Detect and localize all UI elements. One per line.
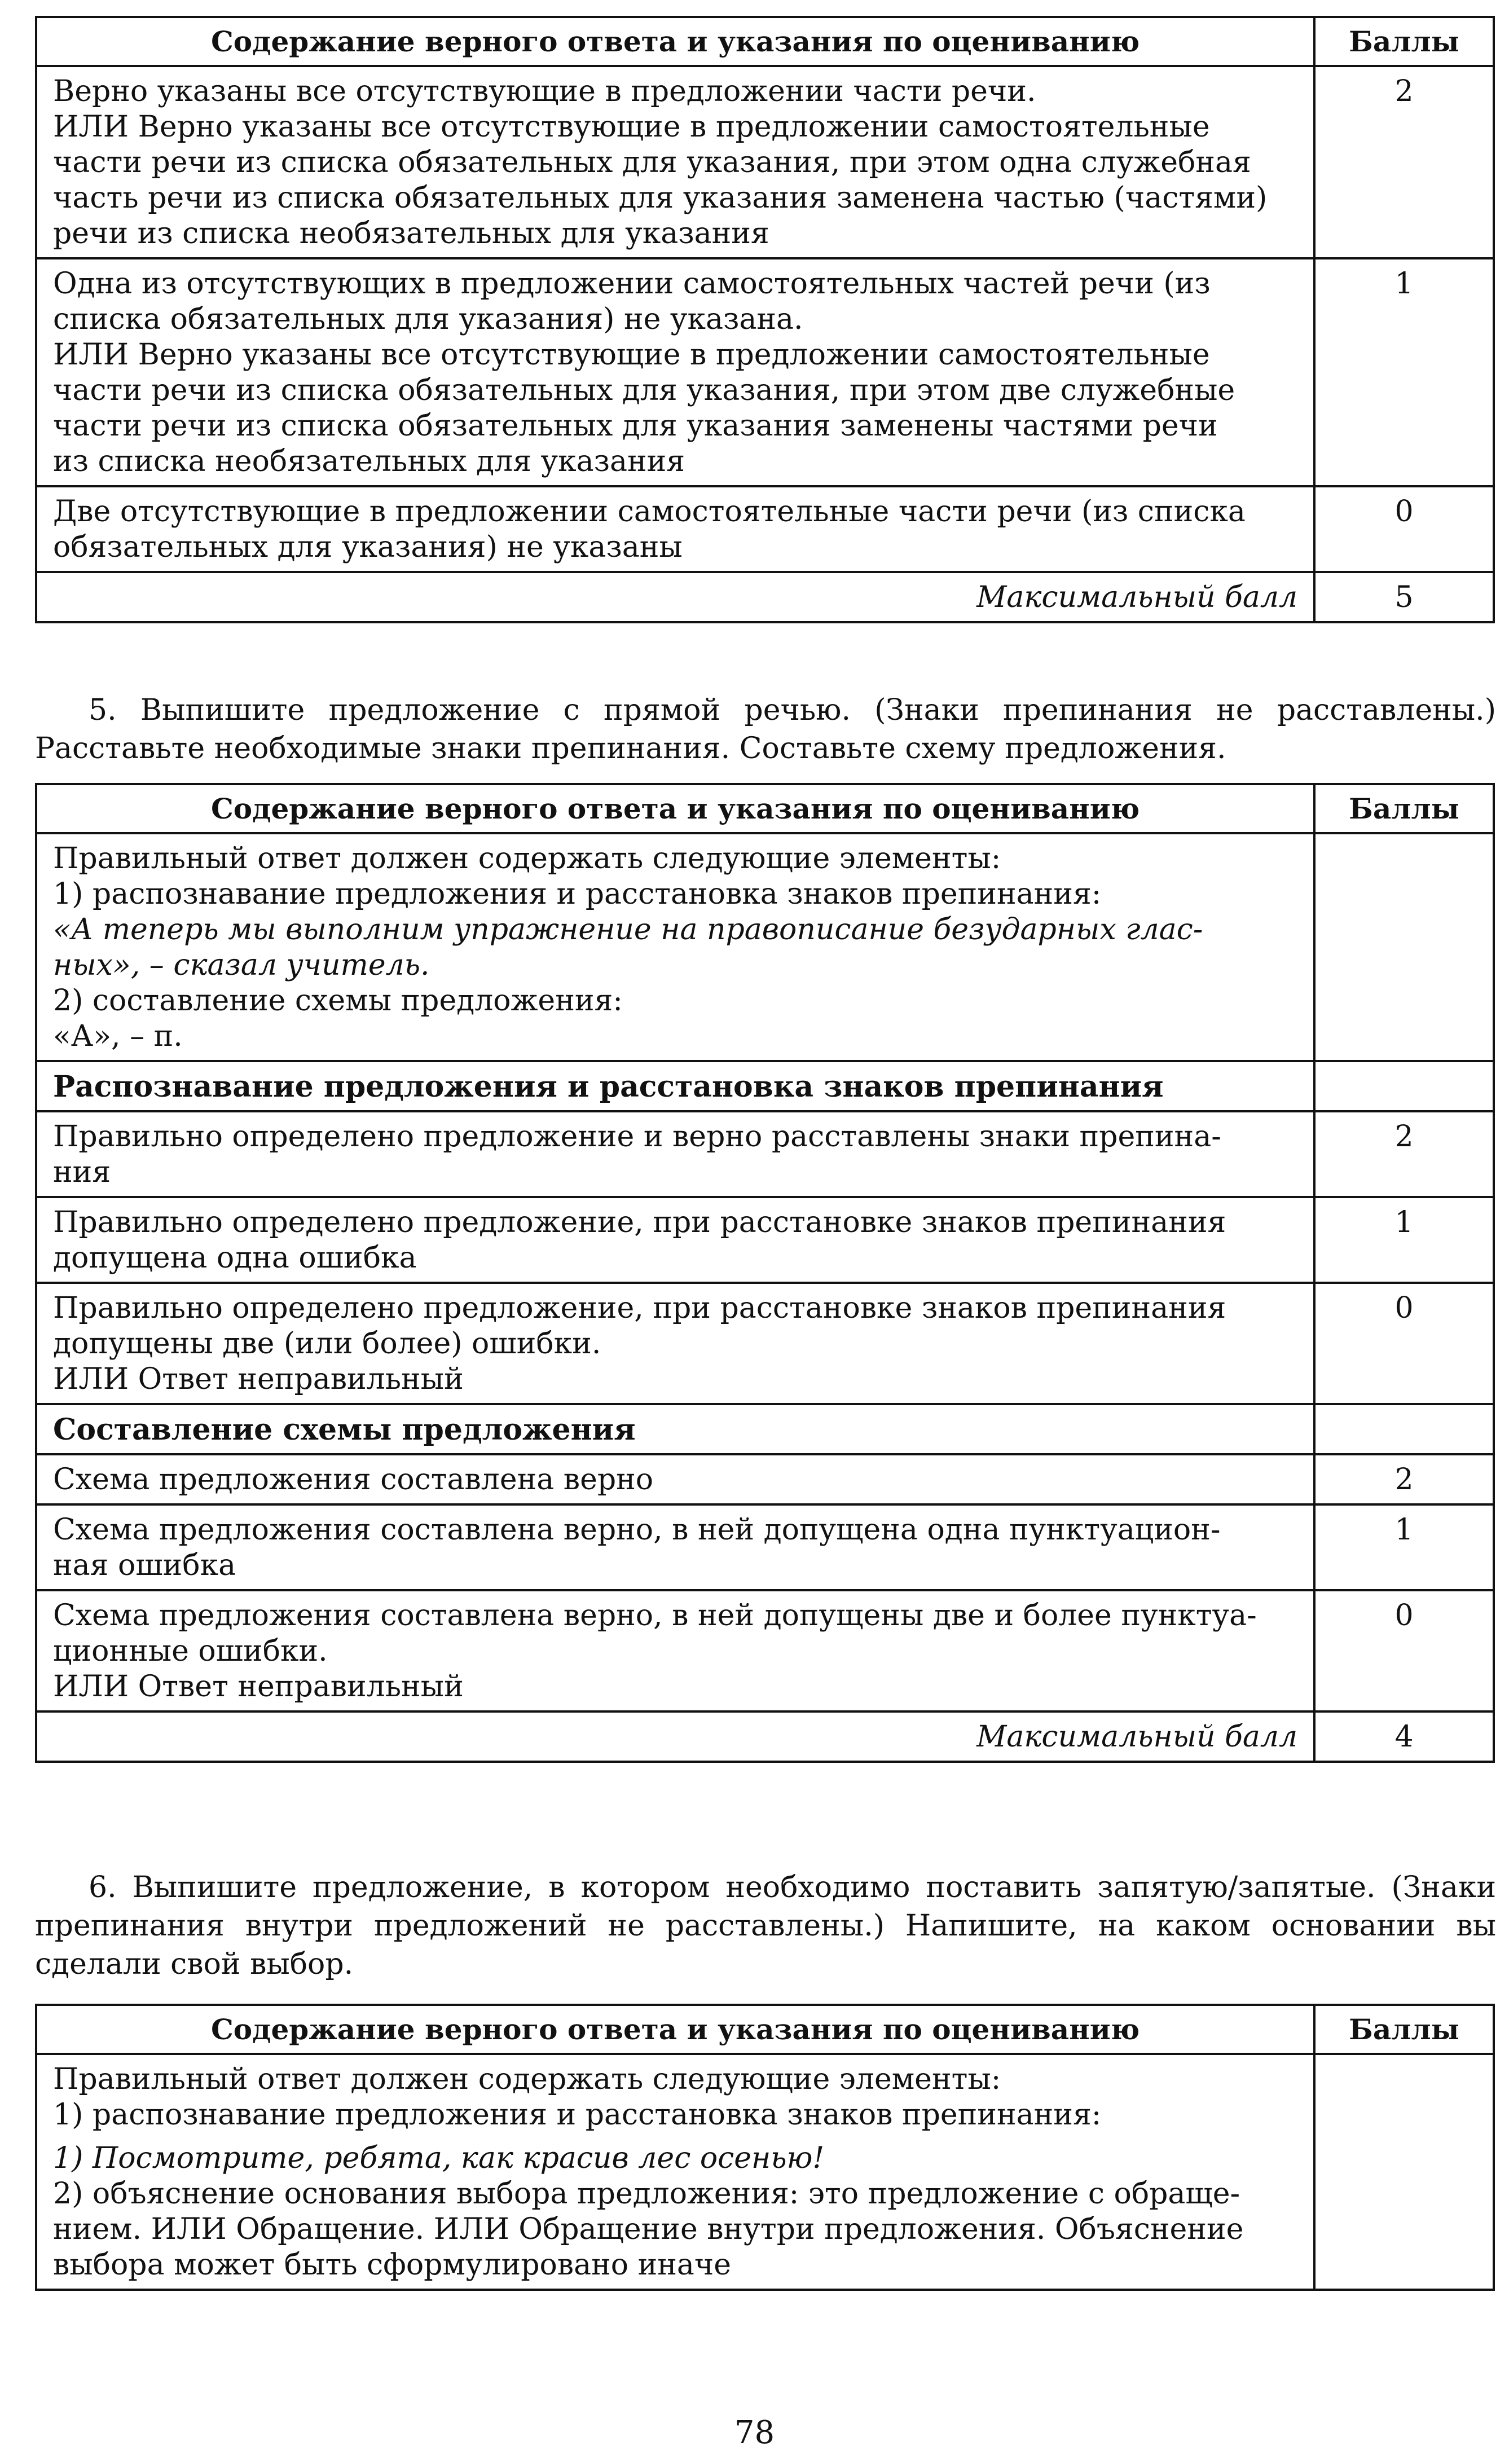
criterion-text <box>36 1504 1314 1590</box>
criterion-text <box>36 66 1314 258</box>
header-score: Баллы <box>1314 17 1494 66</box>
score-value: 0 <box>1314 1283 1494 1404</box>
text-line: из списка необязательных для указания <box>53 445 685 478</box>
text-line: ния <box>53 1155 111 1189</box>
max-score-row <box>36 1711 1494 1762</box>
table-row <box>36 1111 1494 1197</box>
text-line: Верно указаны все отсутствующие в предложении части речи. <box>53 74 1036 108</box>
text-line: Правильный ответ должен содержать следующие элементы: <box>53 842 1001 875</box>
header-content: Содержание верного ответа и указания по оцениванию <box>36 784 1314 833</box>
max-score-value: 4 <box>1314 1711 1494 1762</box>
table-row <box>36 1590 1494 1711</box>
table-row <box>36 1197 1494 1283</box>
criterion-text <box>36 486 1314 572</box>
header-content: Содержание верного ответа и указания по оцениванию <box>36 17 1314 66</box>
text-line: Схема предложения составлена верно, в ней допущена одна пунктуацион- <box>53 1513 1221 1547</box>
table-header-row <box>36 784 1494 833</box>
answer-sentence-line: ных», – сказал учитель. <box>53 948 430 982</box>
header-content: Содержание верного ответа и указания по оцениванию <box>36 2005 1314 2054</box>
text-line: ная ошибка <box>53 1548 236 1582</box>
text-line: речи из списка необязательных для указания <box>53 217 769 250</box>
text-line: ИЛИ Верно указаны все отсутствующие в предложении самостоятельные <box>53 338 1210 372</box>
answer-text <box>36 833 1314 1061</box>
table-row <box>36 1504 1494 1590</box>
text-line: части речи из списка обязательных для указания заменены частями речи <box>53 409 1218 443</box>
score-empty <box>1314 833 1494 1061</box>
answer-sentence-line: 1) Посмотрите, ребята, как красив лес осенью! <box>53 2141 825 2175</box>
answer-row <box>36 2054 1494 2290</box>
criterion-text <box>36 1197 1314 1283</box>
page-number: 78 <box>734 2414 775 2451</box>
criterion-text <box>36 1590 1314 1711</box>
text-line: часть речи из списка обязательных для указания заменена частью (частями) <box>53 181 1268 215</box>
text-line: Правильный ответ должен содержать следующие элементы: <box>53 2062 1001 2096</box>
text-line: списка обязательных для указания) не указана. <box>53 302 803 336</box>
answer-sentence-line: «А теперь мы выполним упражнение на правописание безударных глас- <box>53 913 1203 947</box>
score-empty <box>1314 2054 1494 2290</box>
text-line: ционные ошибки. <box>53 1634 328 1668</box>
table-row <box>36 486 1494 572</box>
text-line: нием. ИЛИ Обращение. ИЛИ Обращение внутри предложения. Объяснение <box>53 2212 1244 2246</box>
text-line: ИЛИ Ответ неправильный <box>53 1362 464 1396</box>
text-line: Одна из отсутствующих в предложении самостоятельных частей речи (из <box>53 267 1211 301</box>
header-score: Баллы <box>1314 2005 1494 2054</box>
text-line: Схема предложения составлена верно <box>53 1463 654 1497</box>
answer-row <box>36 833 1494 1061</box>
text-line: Две отсутствующие в предложении самостоятельные части речи (из списка <box>53 495 1246 529</box>
text-line: обязательных для указания) не указаны <box>53 530 683 564</box>
grading-table-task-5 <box>35 783 1495 1763</box>
text-line: Правильно определено предложение, при расстановке знаков препинания <box>53 1205 1226 1239</box>
text-line: 1) распознавание предложения и расстановка знаков препинания: <box>53 877 1102 911</box>
section-heading: Распознавание предложения и расстановка знаков препинания <box>36 1061 1314 1111</box>
text-line: 2) объяснение основания выбора предложения: это предложение с обраще- <box>53 2177 1240 2211</box>
score-value: 0 <box>1314 1590 1494 1711</box>
text-line: части речи из списка обязательных для указания, при этом одна служебная <box>53 146 1251 179</box>
text-line: ИЛИ Ответ неправильный <box>53 1670 464 1704</box>
score-value: 2 <box>1314 1111 1494 1197</box>
section-heading-row <box>36 1061 1494 1111</box>
header-score: Баллы <box>1314 784 1494 833</box>
criterion-text <box>36 1454 1314 1504</box>
max-score-label: Максимальный балл <box>36 1711 1314 1762</box>
table-header-row <box>36 2005 1494 2054</box>
text-line: 2) составление схемы предложения: <box>53 984 623 1018</box>
section-heading: Составление схемы предложения <box>36 1404 1314 1454</box>
criterion-text <box>36 258 1314 486</box>
answer-text <box>36 2054 1314 2290</box>
text-line: Правильно определено предложение, при расстановке знаков препинания <box>53 1291 1226 1325</box>
table-row <box>36 258 1494 486</box>
text-line: выбора может быть сформулировано иначе <box>53 2248 732 2282</box>
table-row <box>36 1454 1494 1504</box>
score-value: 0 <box>1314 486 1494 572</box>
score-empty <box>1314 1404 1494 1454</box>
text-line: 1) распознавание предложения и расстановка знаков препинания: <box>53 2098 1102 2132</box>
table-header-row <box>36 17 1494 66</box>
text-line: ИЛИ Верно указаны все отсутствующие в предложении самостоятельные <box>53 110 1210 144</box>
score-empty <box>1314 1061 1494 1111</box>
score-value: 2 <box>1314 66 1494 258</box>
question-6: 6. Выпишите предложение, в котором необходимо поставить запятую/запятые. (Знаки препинания внутри предложений не расставлены.) Напишите, на каком основании вы сделали свой выбор. <box>35 1871 1496 1981</box>
score-value: 1 <box>1314 1197 1494 1283</box>
grading-table-task-6 <box>35 2004 1495 2291</box>
score-value: 1 <box>1314 1504 1494 1590</box>
section-heading-row <box>36 1404 1494 1454</box>
text-line: допущены две (или более) ошибки. <box>53 1327 601 1361</box>
text-line: части речи из списка обязательных для указания, при этом две служебные <box>53 373 1235 407</box>
grading-table-task-4 <box>35 16 1495 623</box>
score-value: 2 <box>1314 1454 1494 1504</box>
table-row <box>36 1283 1494 1404</box>
score-value: 1 <box>1314 258 1494 486</box>
max-score-row <box>36 572 1494 622</box>
max-score-label: Максимальный балл <box>36 572 1314 622</box>
table-row <box>36 66 1494 258</box>
text-line: допущена одна ошибка <box>53 1241 417 1275</box>
text-line: Схема предложения составлена верно, в ней допущены две и более пунктуа- <box>53 1599 1257 1633</box>
criterion-text <box>36 1283 1314 1404</box>
scheme-line: «А», – п. <box>53 1019 183 1053</box>
text-line: Правильно определено предложение и верно расставлены знаки препина- <box>53 1120 1221 1154</box>
max-score-value: 5 <box>1314 572 1494 622</box>
question-5: 5. Выпишите предложение с прямой речью. (Знаки препинания не расставлены.) Расставьте необходимые знаки препинания. Составьте схему предложения. <box>35 693 1496 765</box>
criterion-text <box>36 1111 1314 1197</box>
